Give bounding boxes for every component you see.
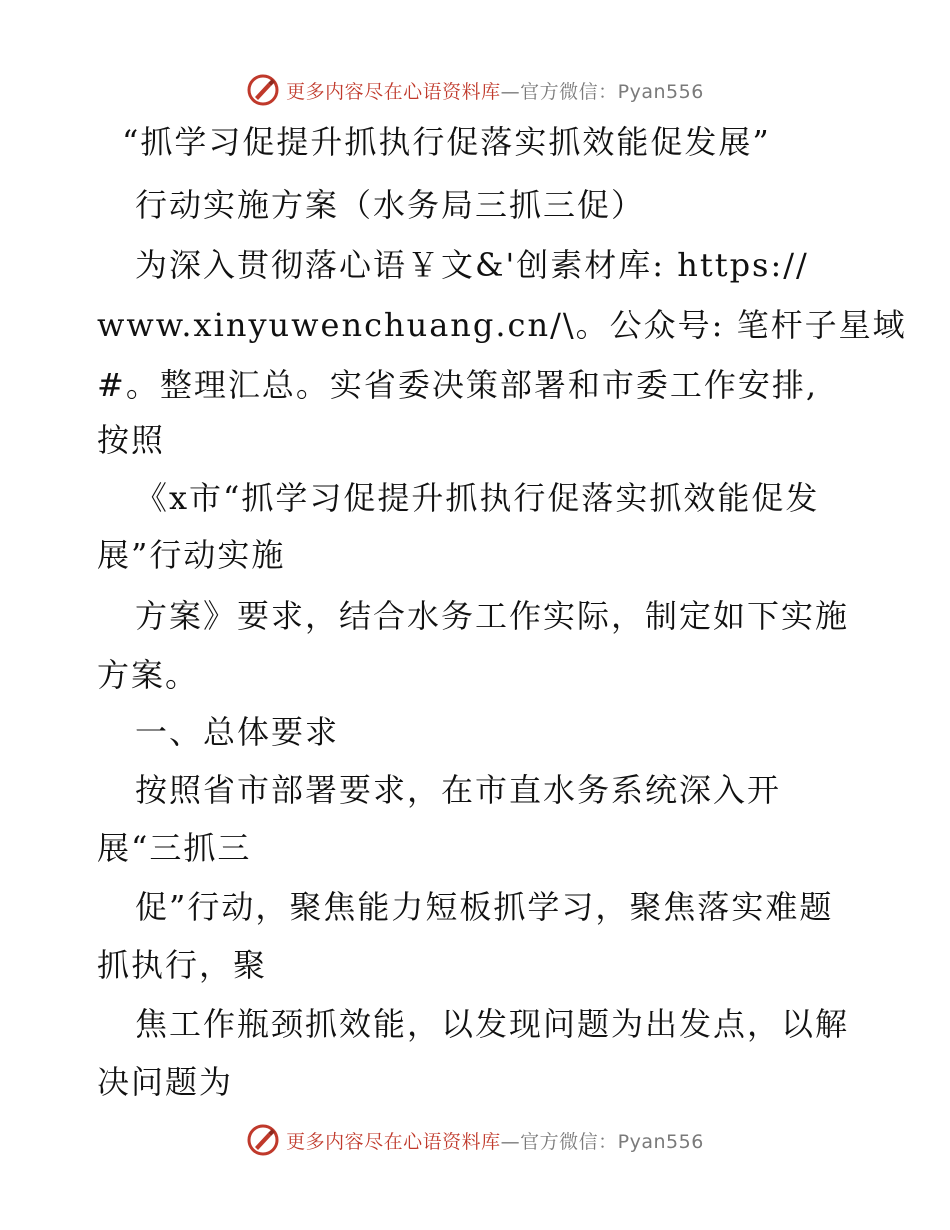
footer-watermark: [0, 1118, 950, 1162]
paragraph-line: 促”行动，聚焦能力短板抓学习，聚焦落实难题: [135, 888, 834, 926]
section-heading: 一、总体要求: [135, 713, 340, 751]
watermark-text-part1: 更多内容尽在心语资料库: [286, 80, 501, 103]
watermark-text-part2: —官方微信：Pyan556: [500, 80, 704, 103]
paragraph-line: www.xinyuwenchuang.cn/\。公众号: 笔杆子星域: [97, 306, 907, 344]
paragraph-line: #。整理汇总。实省委决策部署和市委工作安排,: [97, 366, 818, 404]
paragraph-line: 决问题为: [97, 1063, 234, 1101]
paragraph-line: 展“三抓三: [97, 829, 252, 867]
watermark-text-part1: 更多内容尽在心语资料库: [286, 1130, 501, 1153]
paragraph-line: 方案。: [97, 656, 200, 694]
paragraph-line: 为深入贯彻落心语￥文&'创素材库: https://: [135, 246, 809, 284]
watermark-text: [286, 1127, 704, 1154]
paragraph-line: 抓执行，聚: [97, 946, 268, 984]
pen-logo-icon: [246, 73, 280, 107]
watermark-text: [286, 77, 704, 104]
paragraph-line: 按照省市部署要求，在市直水务系统深入开: [135, 771, 782, 809]
doc-title-line-2: 行动实施方案（水务局三抓三促）: [135, 186, 646, 224]
paragraph-line: 按照: [97, 421, 166, 459]
pen-logo-icon: [246, 1123, 280, 1157]
doc-title-line-1: “抓学习促提升抓执行促落实抓效能促发展”: [122, 123, 771, 161]
paragraph-line: 焦工作瓶颈抓效能，以发现问题为出发点，以解: [135, 1005, 850, 1043]
paragraph-line: 方案》要求，结合水务工作实际，制定如下实施: [135, 597, 850, 635]
paragraph-line: 《x市“抓学习促提升抓执行促落实抓效能促发: [135, 479, 820, 517]
header-watermark: [0, 68, 950, 112]
paragraph-line: 展”行动实施: [97, 536, 286, 574]
watermark-text-part2: —官方微信：Pyan556: [500, 1130, 704, 1153]
